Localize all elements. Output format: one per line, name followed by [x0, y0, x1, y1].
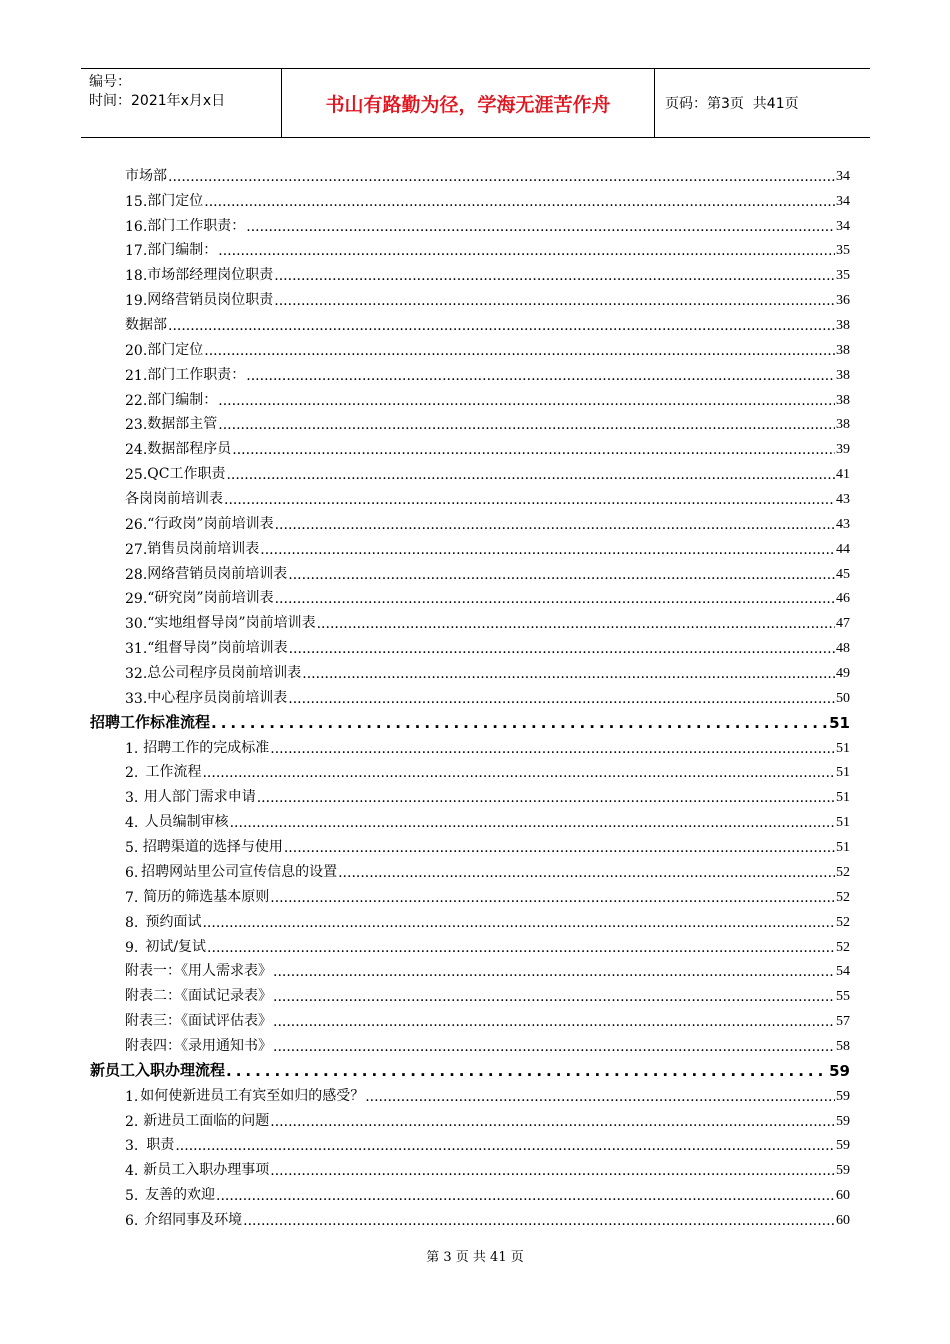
toc-leader-dots — [207, 940, 835, 956]
toc-entry-label: 如何使新进员工有宾至如归的感受？ — [140, 1087, 365, 1104]
toc-leader-dots — [246, 368, 835, 384]
toc-entry-label: 介绍同事及环境 — [144, 1211, 243, 1228]
toc-entry-label: 职责 — [146, 1137, 175, 1154]
toc-leader-dots — [260, 542, 835, 558]
toc-entry-number: 6. — [125, 864, 139, 881]
toc-entry-page: 38 — [836, 367, 850, 383]
motto-text: 书山有路勤为径，学海无涯苦作舟 — [325, 93, 611, 116]
toc-entry-label: 部门定位 — [147, 192, 204, 209]
toc-entry-label: 招聘工作标准流程 — [90, 712, 211, 731]
toc-entry-number: 1. — [125, 740, 139, 757]
toc-leader-dots — [226, 467, 835, 483]
toc-leader-dots — [168, 318, 835, 334]
toc-entry[interactable] — [90, 384, 850, 409]
toc-leader-dots — [232, 442, 835, 458]
toc-entry-page: 59 — [836, 1138, 850, 1154]
toc-entry-number: 7. — [125, 889, 139, 906]
toc-entry[interactable] — [90, 757, 850, 782]
page-info-text: 页码：第3页 共41页 — [665, 96, 799, 112]
toc-entry[interactable] — [90, 682, 850, 707]
toc-entry-page: 48 — [836, 641, 850, 657]
toc-entry[interactable] — [90, 1030, 850, 1055]
toc-entry-page: 35 — [836, 243, 850, 259]
toc-leader-dots — [288, 567, 835, 583]
toc-entry[interactable] — [90, 533, 850, 558]
toc-leader-dots — [204, 343, 835, 359]
toc-entry-number: 18. — [125, 268, 148, 285]
toc-entry-label: 预约面试 — [145, 913, 202, 930]
toc-entry-page: 60 — [836, 1212, 850, 1228]
toc-entry-page: 59 — [829, 1061, 850, 1080]
toc-entry-page: 59 — [836, 1163, 850, 1179]
toc-entry-number: 28. — [125, 566, 148, 583]
toc-entry-number: 19. — [125, 293, 148, 310]
toc-entry-number: 20. — [125, 342, 148, 359]
toc-entry-number: 33. — [125, 690, 148, 707]
toc-entry-page: 39 — [836, 442, 850, 458]
toc-entry-number: 2. — [125, 765, 139, 782]
toc-leader-dots — [275, 517, 835, 533]
toc-entry[interactable] — [90, 483, 850, 508]
toc-entry-label: 市场部 — [125, 167, 167, 184]
toc-entry-page: 45 — [836, 566, 850, 582]
toc-entry[interactable] — [90, 583, 850, 608]
toc-entry-page: 52 — [836, 864, 850, 880]
toc-entry[interactable] — [90, 707, 850, 732]
toc-entry-number: 5. — [125, 840, 139, 857]
toc-entry-label: 网络营销员岗位职责 — [147, 292, 274, 309]
toc-entry-page: 51 — [836, 840, 850, 856]
toc-entry-number: 15. — [125, 193, 148, 210]
toc-entry[interactable] — [90, 309, 850, 334]
toc-entry-number: 2. — [125, 1113, 139, 1130]
toc-entry-label: “组督导岗”岗前培训表 — [147, 640, 288, 657]
toc-entry-label: 简历的筛选基本原则 — [143, 888, 270, 905]
toc-leader-dots — [270, 1163, 835, 1179]
toc-entry-page: 44 — [836, 541, 850, 557]
toc-entry-label: 总公司程序员岗前培训表 — [147, 665, 302, 682]
toc-entry-page: 59 — [836, 1113, 850, 1129]
toc-entry-label: 部门编制： — [147, 242, 218, 259]
toc-entry-page: 41 — [836, 467, 850, 483]
toc-entry[interactable] — [90, 956, 850, 981]
toc-entry-page: 38 — [836, 417, 850, 433]
toc-entry-label: 招聘渠道的选择与使用 — [142, 839, 283, 856]
toc-entry[interactable] — [90, 632, 850, 657]
toc-entry-page: 51 — [836, 815, 850, 831]
toc-entry[interactable] — [90, 160, 850, 185]
toc-entry-label: 新进员工面临的问题 — [143, 1112, 270, 1129]
toc-entry-page: 34 — [836, 218, 850, 234]
time-label: 时间：2021年x月x日 — [89, 93, 226, 109]
toc-leader-dots — [302, 666, 835, 682]
toc-entry[interactable] — [90, 831, 850, 856]
toc-entry-number: 8. — [125, 914, 139, 931]
toc-leader-dots — [317, 616, 835, 632]
toc-entry-page: 43 — [836, 492, 850, 508]
toc-leader-dots — [246, 219, 835, 235]
toc-entry[interactable] — [90, 732, 850, 757]
toc-entry-label: 人员编制审核 — [144, 814, 229, 831]
toc-entry[interactable] — [90, 657, 850, 682]
toc-entry-page: 58 — [836, 1038, 850, 1054]
header-meta — [81, 69, 282, 137]
toc-entry-label: 数据部主管 — [147, 416, 218, 433]
toc-leader-dots — [211, 714, 828, 732]
toc-entry-page: 51 — [836, 765, 850, 781]
toc-entry-page: 51 — [829, 713, 850, 732]
toc-entry[interactable] — [90, 210, 850, 235]
toc-entry-number: 29. — [125, 591, 148, 608]
toc-entry[interactable] — [90, 359, 850, 384]
toc-entry-label: 附表四：《录用通知书》 — [125, 1037, 272, 1054]
toc-leader-dots — [204, 194, 835, 210]
toc-entry-label: 部门编制： — [147, 391, 218, 408]
toc-entry-label: 各岗岗前培训表 — [125, 491, 223, 508]
toc-entry-label: 部门工作职责： — [147, 366, 246, 383]
toc-leader-dots — [284, 840, 835, 856]
toc-entry-label: 部门工作职责： — [147, 217, 246, 234]
toc-leader-dots — [202, 915, 835, 931]
toc-leader-dots — [168, 169, 835, 185]
toc-entry[interactable] — [90, 1055, 850, 1080]
toc-entry-number: 26. — [125, 516, 148, 533]
toc-entry-number: 30. — [125, 616, 148, 633]
header-motto — [282, 69, 655, 137]
page-header — [81, 68, 870, 138]
toc-entry-label: “行政岗”岗前培训表 — [147, 515, 274, 532]
toc-entry-label: 新员工入职办理流程 — [90, 1060, 226, 1079]
toc-entry-label: 中心程序员岗前培训表 — [147, 689, 288, 706]
toc-entry[interactable] — [90, 931, 850, 956]
toc-leader-dots — [257, 790, 835, 806]
toc-entry-page: 38 — [836, 342, 850, 358]
toc-entry-number: 27. — [125, 541, 148, 558]
toc-leader-dots — [274, 268, 835, 284]
toc-entry[interactable] — [90, 185, 850, 210]
toc-entry-label: 数据部程序员 — [147, 441, 232, 458]
toc-entry-number: 1. — [125, 1088, 139, 1105]
toc-entry-number: 9. — [125, 939, 139, 956]
toc-entry-number: 4. — [125, 1163, 139, 1180]
toc-entry-label: 招聘网站里公司宣传信息的设置 — [141, 863, 338, 880]
toc-entry-label: 市场部经理岗位职责 — [147, 267, 274, 284]
toc-entry-page: 51 — [836, 790, 850, 806]
toc-entry-page: 43 — [836, 516, 850, 532]
toc-entry[interactable] — [90, 508, 850, 533]
toc-leader-dots — [202, 765, 835, 781]
toc-entry-page: 55 — [836, 989, 850, 1005]
toc-entry-number: 3. — [125, 790, 139, 807]
toc-entry[interactable] — [90, 806, 850, 831]
toc-entry-label: 附表二：《面试记录表》 — [125, 988, 272, 1005]
toc-entry[interactable] — [90, 607, 850, 632]
toc-entry-page: 52 — [836, 889, 850, 905]
toc-entry-label: 招聘工作的完成标准 — [143, 739, 270, 756]
toc-entry-page: 34 — [836, 168, 850, 184]
toc-entry-number: 4. — [125, 815, 139, 832]
toc-leader-dots — [243, 1213, 835, 1229]
toc-entry[interactable] — [90, 458, 850, 483]
toc-entry[interactable] — [90, 980, 850, 1005]
toc-entry-label: 用人部门需求申请 — [143, 789, 256, 806]
toc-entry-number: 16. — [125, 218, 148, 235]
toc-entry[interactable] — [90, 558, 850, 583]
toc-entry[interactable] — [90, 1005, 850, 1030]
toc-entry-page: 47 — [836, 616, 850, 632]
toc-entry-label: 工作流程 — [145, 764, 202, 781]
toc-entry-page: 49 — [836, 666, 850, 682]
toc-entry[interactable] — [90, 1179, 850, 1204]
toc-leader-dots — [338, 865, 835, 881]
toc-leader-dots — [218, 393, 835, 409]
toc-entry[interactable] — [90, 284, 850, 309]
toc-leader-dots — [270, 1114, 835, 1130]
toc-entry-page: 34 — [836, 193, 850, 209]
toc-entry[interactable] — [90, 1154, 850, 1179]
toc-entry-number: 22. — [125, 392, 148, 409]
toc-leader-dots — [275, 591, 835, 607]
toc-leader-dots — [273, 964, 835, 980]
toc-entry[interactable] — [90, 1130, 850, 1155]
toc-entry[interactable] — [90, 433, 850, 458]
toc-leader-dots — [224, 492, 835, 508]
toc-entry-number: 25. — [125, 467, 148, 484]
toc-entry-page: 36 — [836, 293, 850, 309]
toc-entry-page: 52 — [836, 939, 850, 955]
toc-entry[interactable] — [90, 1204, 850, 1229]
toc-entry-label: 部门定位 — [147, 341, 204, 358]
toc-entry-number: 24. — [125, 442, 148, 459]
toc-leader-dots — [273, 1039, 835, 1055]
toc-entry-page: 38 — [836, 392, 850, 408]
toc-entry[interactable] — [90, 409, 850, 434]
toc-leader-dots — [273, 1014, 835, 1030]
toc-entry-page: 35 — [836, 268, 850, 284]
toc-entry-number: 31. — [125, 641, 148, 658]
toc-entry-label: QC工作职责 — [147, 466, 226, 483]
toc-entry-page: 60 — [836, 1188, 850, 1204]
toc-entry-label: 友善的欢迎 — [145, 1187, 216, 1204]
table-of-contents — [90, 160, 850, 1229]
toc-entry[interactable] — [90, 1080, 850, 1105]
toc-leader-dots — [270, 741, 835, 757]
toc-leader-dots — [218, 243, 835, 259]
toc-leader-dots — [365, 1089, 835, 1105]
toc-entry-label: 销售员岗前培训表 — [147, 540, 260, 557]
toc-entry-page: 38 — [836, 318, 850, 334]
toc-leader-dots — [230, 815, 835, 831]
toc-entry-label: 新员工入职办理事项 — [143, 1162, 270, 1179]
toc-entry[interactable] — [90, 781, 850, 806]
toc-entry-number: 6. — [125, 1212, 139, 1229]
toc-entry[interactable] — [90, 1105, 850, 1130]
toc-leader-dots — [273, 989, 835, 1005]
toc-entry-label: 附表三：《面试评估表》 — [125, 1013, 272, 1030]
toc-entry-page: 52 — [836, 914, 850, 930]
toc-entry-number: 3. — [125, 1138, 139, 1155]
toc-entry-page: 50 — [836, 690, 850, 706]
toc-entry-page: 51 — [836, 740, 850, 756]
toc-entry-page: 57 — [836, 1014, 850, 1030]
toc-entry-number: 17. — [125, 243, 148, 260]
toc-entry[interactable] — [90, 881, 850, 906]
toc-entry[interactable] — [90, 856, 850, 881]
toc-entry-label: 附表一：《用人需求表》 — [125, 963, 272, 980]
toc-entry-label: 网络营销员岗前培训表 — [147, 565, 288, 582]
toc-leader-dots — [289, 641, 835, 657]
page-footer: 第 3 页 共 41 页 — [426, 1250, 524, 1265]
toc-entry-label: 初试/复试 — [145, 938, 207, 955]
toc-entry-page: 54 — [836, 964, 850, 980]
toc-entry[interactable] — [90, 906, 850, 931]
toc-leader-dots — [226, 1062, 828, 1080]
toc-entry[interactable] — [90, 235, 850, 260]
toc-entry-label: 数据部 — [125, 317, 167, 334]
toc-entry-number: 23. — [125, 417, 148, 434]
toc-leader-dots — [288, 691, 835, 707]
toc-entry[interactable] — [90, 334, 850, 359]
toc-entry-page: 59 — [836, 1088, 850, 1104]
toc-leader-dots — [270, 890, 835, 906]
toc-entry-number: 32. — [125, 666, 148, 683]
toc-leader-dots — [216, 1188, 835, 1204]
code-label: 编号： — [89, 74, 131, 90]
toc-entry-page: 46 — [836, 591, 850, 607]
toc-leader-dots — [274, 293, 835, 309]
toc-entry-label: “实地组督导岗”岗前培训表 — [147, 615, 316, 632]
toc-leader-dots — [175, 1138, 835, 1154]
toc-entry-label: “研究岗”岗前培训表 — [147, 590, 274, 607]
toc-entry[interactable] — [90, 259, 850, 284]
toc-entry-number: 5. — [125, 1188, 139, 1205]
header-page-info — [655, 69, 870, 137]
toc-entry-number: 21. — [125, 367, 148, 384]
toc-leader-dots — [218, 417, 835, 433]
